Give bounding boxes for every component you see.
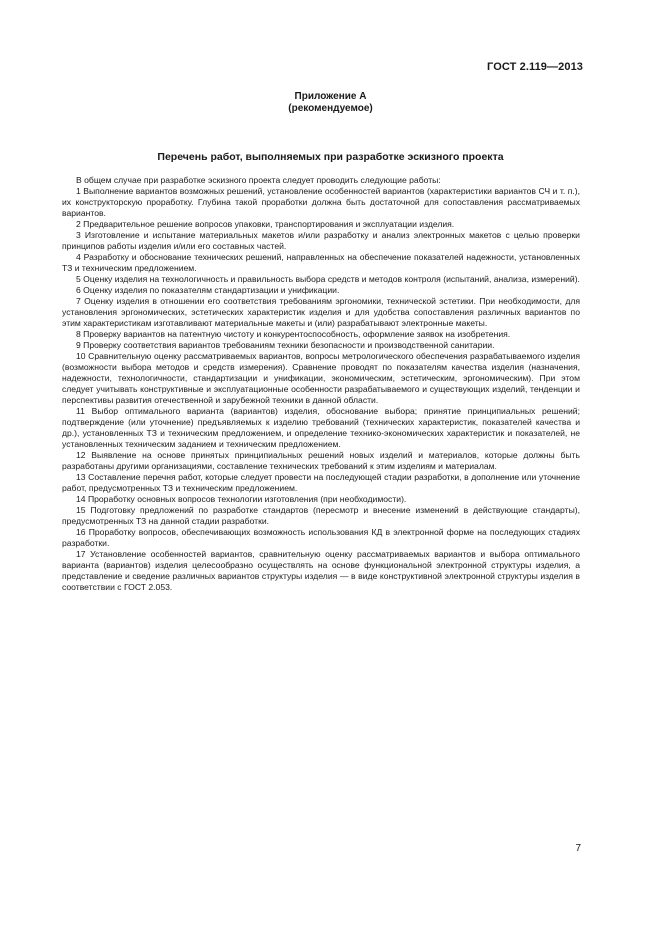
paragraph-item-13: 13 Составление перечня работ, которые следует провести на последующей стадии разработки, в дополнение или уточнение работ, предусмотренных ТЗ и техническим предложением. xyxy=(62,472,580,493)
appendix-title xyxy=(0,91,661,115)
paragraph-item-15: 15 Подготовку предложений по разработке стандартов (пересмотр и внесение изменений в действующие стандарты), предусмотренных ТЗ на данной стадии разработки. xyxy=(62,505,580,526)
paragraph-item-9: 9 Проверку соответствия вариантов требованиям техники безопасности и производственной санитарии. xyxy=(76,340,495,350)
paragraph-item-11: 11 Выбор оптимального варианта (вариантов) изделия, обоснование выбора; принятие принципиальных решений; подтверждение (или уточнение) предъявляемых к изделию требований (технических характеристик, показателей качества и др.), установленных ТЗ и техническим предложением, и определение технико-экономических характеристик и показателей, не установленных техническим заданием и техническим предложением. xyxy=(62,406,580,449)
paragraph-item-6: 6 Оценку изделия по показателям стандартизации и унификации. xyxy=(76,285,340,295)
section-heading: Перечень работ, выполняемых при разработке эскизного проекта xyxy=(157,151,504,163)
paragraph-intro: В общем случае при разработке эскизного проекта следует проводить следующие работы: xyxy=(76,175,441,185)
paragraph-item-17: 17 Установление особенностей вариантов, сравнительную оценку рассматриваемых вариантов и выбора оптимального варианта (вариантов) изделия целесообразно осуществлять на основе функциональной электронной структуры изделия, а представление и сведение различных вариантов структуры изделия — в виде конструктивной электронной структуры изделия в соответствии с ГОСТ 2.053. xyxy=(62,549,580,592)
document-code: ГОСТ 2.119—2013 xyxy=(487,61,583,73)
paragraph-item-8: 8 Проверку вариантов на патентную чистоту и конкурентоспособность, оформление заявок на изобретения. xyxy=(76,329,511,339)
paragraph-item-10: 10 Сравнительную оценку рассматриваемых вариантов, вопросы метрологического обеспечения разрабатываемого изделия (возможности выбора методов и средств измерения). Сравнение проводят по показателям качества изделия (назначения, надежности, технологичности, стандартизации и унификации, экономическим, эстетическим, эргономическим). При этом следует учитывать конструктивные и эксплуатационные особенности разрабатываемого и существующих изделий, тенденции и перспективы развития отечественной и зарубежной техники в данной области. xyxy=(62,351,580,405)
page-number: 7 xyxy=(575,843,581,854)
paragraph-item-7: 7 Оценку изделия в отношении его соответствия требованиям эргономики, технической эстетики. При необходимости, для установления эргономических, эстетических характеристик изделия и для удобства сопоставления различных вариантов по этим характеристикам изготавливают материальные макеты и (или) разрабатывают электронные макеты. xyxy=(62,296,580,328)
paragraph-item-16: 16 Проработку вопросов, обеспечивающих возможность использования КД в электронной форме на последующих стадиях разработки. xyxy=(62,527,580,548)
paragraph-item-2: 2 Предварительное решение вопросов упаковки, транспортирования и эксплуатации изделия. xyxy=(76,219,455,229)
paragraph-item-12: 12 Выявление на основе принятых принципиальных решений новых изделий и материалов, которые должны быть разработаны другими организациями, составление технических требований к этим изделиям и материалам. xyxy=(62,450,580,471)
body-text xyxy=(62,175,580,593)
paragraph-item-3: 3 Изготовление и испытание материальных макетов и/или разработку и анализ электронных макетов с целью проверки принципов работы изделия и/или его составных частей. xyxy=(62,230,580,251)
paragraph-item-1: 1 Выполнение вариантов возможных решений, установление особенностей вариантов (характеристики вариантов СЧ и т. п.), их конструкторскую проработку. Глубина такой проработки должна быть достаточной для сопоставления рассматриваемых вариантов. xyxy=(62,186,580,218)
appendix-status: (рекомендуемое) xyxy=(288,103,373,114)
appendix-label: Приложение А xyxy=(294,91,367,102)
paragraph-item-4: 4 Разработку и обоснование технических решений, направленных на обеспечение показателей надежности, установленных ТЗ и техническим предложением. xyxy=(62,252,580,273)
paragraph-item-5: 5 Оценку изделия на технологичность и правильность выбора средств и методов контроля (испытаний, анализа, измерений). xyxy=(76,274,580,284)
paragraph-item-14: 14 Проработку основных вопросов технологии изготовления (при необходимости). xyxy=(76,494,407,504)
